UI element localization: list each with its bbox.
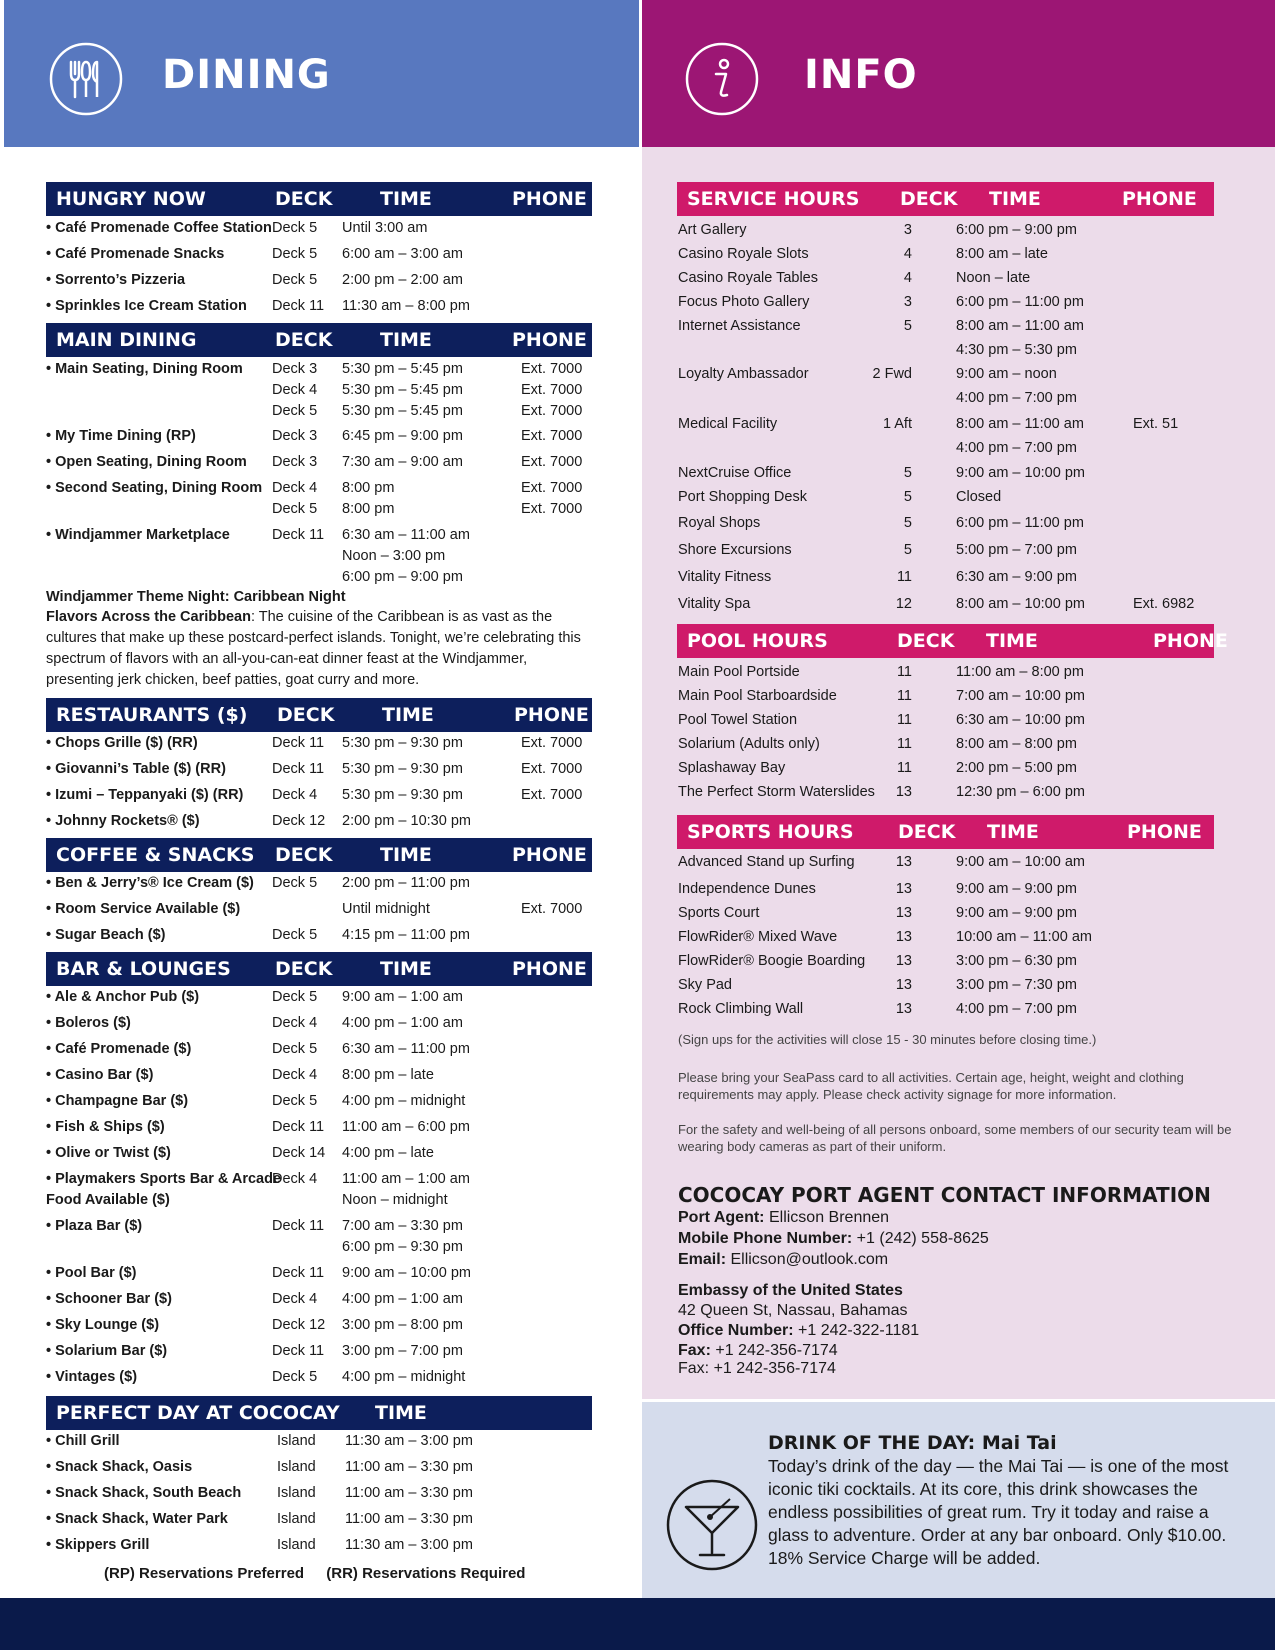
col-header: PHONE — [514, 704, 589, 726]
footer-bar — [0, 1598, 1275, 1650]
col-header: PHONE — [512, 329, 587, 351]
row-name: • Snack Shack, South Beach — [46, 1485, 242, 1501]
col-header: PERFECT DAY AT COCOCAY — [56, 1402, 340, 1424]
feature-description — [46, 607, 586, 691]
row-name: Food Available ($) — [46, 1192, 170, 1208]
signup-note: (Sign ups for the activities will close 15 - 30 minutes before closing time.) — [678, 1032, 1097, 1047]
row-time: 11:00 am – 1:00 am — [342, 1171, 470, 1187]
row-time: 4:00 pm – 1:00 am — [342, 1291, 463, 1307]
row-time: Noon – midnight — [342, 1192, 448, 1208]
row-phone: Ext. 7000 — [521, 480, 583, 496]
row-deck: 11 — [896, 736, 912, 752]
row-name: Internet Assistance — [678, 318, 801, 334]
row-name: • Vintages ($) — [46, 1369, 138, 1385]
col-header: POOL HOURS — [687, 630, 828, 652]
row-name: • Skippers Grill — [46, 1537, 150, 1553]
cocktail-glass-icon — [664, 1477, 760, 1573]
row-time: 4:00 pm – 7:00 pm — [956, 1001, 1077, 1017]
row-time: 4:00 pm – midnight — [342, 1093, 466, 1109]
table-header-pool — [677, 624, 1228, 658]
row-time: 11:00 am – 3:30 pm — [345, 1459, 473, 1475]
row-time: 4:00 pm – midnight — [342, 1369, 466, 1385]
row-deck: Deck 14 — [272, 1145, 326, 1161]
row-deck: 5 — [903, 318, 912, 334]
row-time: 5:30 pm – 5:45 pm — [342, 403, 463, 419]
row-time: 3:00 pm – 7:30 pm — [956, 977, 1077, 993]
col-header: DECK — [275, 188, 333, 210]
col-header: TIME — [380, 188, 432, 210]
row-name: • Café Promenade Snacks — [46, 246, 225, 262]
port-agent-label: Port Agent: — [678, 1209, 765, 1226]
row-name: • Sky Lounge ($) — [46, 1317, 160, 1333]
row-deck: Deck 4 — [272, 1015, 318, 1031]
row-time: 2:00 pm – 11:00 pm — [342, 875, 470, 891]
mobile-label: Mobile Phone Number: — [678, 1230, 853, 1247]
row-deck: Deck 5 — [272, 1041, 318, 1057]
row-name: • Snack Shack, Oasis — [46, 1459, 193, 1475]
row-deck: Deck 4 — [272, 382, 318, 398]
row-deck: 4 — [903, 270, 912, 286]
row-deck: Deck 3 — [272, 428, 318, 444]
office-number — [678, 1321, 919, 1341]
row-time: 9:00 am – noon — [956, 366, 1057, 382]
col-header: PHONE — [512, 958, 587, 980]
col-header: TIME — [987, 821, 1039, 843]
row-name: • Windjammer Marketplace — [46, 527, 230, 543]
row-time: 5:30 pm – 5:45 pm — [342, 382, 463, 398]
row-name: Loyalty Ambassador — [678, 366, 809, 382]
row-name: FlowRider® Mixed Wave — [678, 929, 838, 945]
row-time: 11:00 am – 6:00 pm — [342, 1119, 470, 1135]
row-time: 6:30 am – 10:00 pm — [956, 712, 1085, 728]
table-header-service — [677, 182, 1214, 216]
drink-description: Today’s drink of the day — the Mai Tai — is one of the most iconic tiki cocktails. At its core, this drink showcases the endless possibilities of great rum. Try it today and raise a glass to adventure. Order at any bar onboard. Only $10.00. 18% Service Charge will be added. — [768, 1456, 1229, 1568]
info-title: INFO — [804, 52, 918, 98]
seapass-note: Please bring your SeaPass card to all activities. Certain age, height, weight and clothing requirements may apply. Please check activity signage for more information. — [678, 1070, 1184, 1102]
row-time: 6:30 am – 11:00 pm — [342, 1041, 470, 1057]
office-value: +1 242-322-1181 — [793, 1322, 920, 1339]
row-phone: Ext. 7000 — [521, 735, 583, 751]
row-time: 3:00 pm – 7:00 pm — [342, 1343, 463, 1359]
row-name: FlowRider® Boogie Boarding — [678, 953, 866, 969]
row-phone: Ext. 7000 — [521, 901, 583, 917]
reservation-legend — [104, 1565, 543, 1582]
row-time: 8:00 pm — [342, 480, 395, 496]
row-time: 6:00 am – 3:00 am — [342, 246, 463, 262]
row-time: 6:30 am – 11:00 am — [342, 527, 470, 543]
col-header: DECK — [275, 329, 333, 351]
row-name: • Snack Shack, Water Park — [46, 1511, 228, 1527]
legend-rp: (RP) Reservations Preferred — [104, 1565, 305, 1582]
row-time: 8:00 pm — [342, 501, 395, 517]
row-time: Until midnight — [342, 901, 430, 917]
col-header: SPORTS HOURS — [687, 821, 854, 843]
row-deck: Deck 12 — [272, 1317, 326, 1333]
row-deck: Deck 5 — [272, 1093, 318, 1109]
row-deck: Deck 11 — [272, 527, 325, 543]
row-deck: Deck 4 — [272, 1291, 318, 1307]
row-time: 2:00 pm – 10:30 pm — [342, 813, 471, 829]
fax — [678, 1341, 838, 1361]
row-name: NextCruise Office — [678, 465, 792, 481]
row-deck: 11 — [896, 760, 912, 776]
row-deck: Island — [277, 1511, 316, 1527]
row-time: 5:30 pm – 9:30 pm — [342, 735, 463, 751]
row-time: 6:00 pm – 9:30 pm — [342, 1239, 463, 1255]
row-name: Medical Facility — [678, 416, 778, 432]
row-name: • Ale & Anchor Pub ($) — [46, 989, 200, 1005]
row-deck: 13 — [895, 953, 912, 969]
row-deck: Deck 5 — [272, 220, 318, 236]
row-deck: Island — [277, 1433, 316, 1449]
row-name: Sky Pad — [678, 977, 732, 993]
col-header: PHONE — [1153, 630, 1228, 652]
row-name: Splashaway Bay — [678, 760, 786, 776]
row-deck: 13 — [895, 905, 912, 921]
row-name: The Perfect Storm Waterslides — [678, 784, 875, 800]
drink-title: DRINK OF THE DAY: Mai Tai — [768, 1432, 1057, 1454]
row-name: Vitality Fitness — [678, 569, 772, 585]
row-deck: 13 — [895, 977, 912, 993]
table-header-coffee — [46, 838, 592, 872]
info-icon — [685, 42, 759, 116]
row-time: 4:00 pm – late — [342, 1145, 434, 1161]
col-header: TIME — [986, 630, 1038, 652]
office-label: Office Number: — [678, 1322, 794, 1339]
row-phone: Ext. 51 — [1133, 416, 1179, 432]
row-name: Art Gallery — [678, 222, 747, 238]
row-name: • Open Seating, Dining Room — [46, 454, 247, 470]
col-header: PHONE — [1122, 188, 1197, 210]
row-deck: 11 — [896, 664, 912, 680]
row-time: 6:00 pm – 9:00 pm — [342, 569, 463, 585]
theme-night: Windjammer Theme Night: Caribbean Night — [46, 589, 346, 605]
row-name: • Playmakers Sports Bar & Arcade — [46, 1171, 282, 1187]
col-header: DECK — [275, 844, 333, 866]
col-header: DECK — [897, 630, 955, 652]
row-name: Port Shopping Desk — [678, 489, 807, 505]
row-name: • Plaza Bar ($) — [46, 1218, 143, 1234]
row-time: 11:30 am – 3:00 pm — [345, 1537, 473, 1553]
row-time: 4:00 pm – 1:00 am — [342, 1015, 463, 1031]
row-deck: 13 — [895, 1001, 912, 1017]
row-name: Advanced Stand up Surfing — [678, 854, 855, 870]
row-time: 5:30 pm – 9:30 pm — [342, 787, 463, 803]
row-time: 4:00 pm – 7:00 pm — [956, 390, 1077, 406]
row-name: • Fish & Ships ($) — [46, 1119, 165, 1135]
row-deck: Deck 5 — [272, 989, 318, 1005]
row-time: 4:30 pm – 5:30 pm — [956, 342, 1077, 358]
col-header: DECK — [898, 821, 956, 843]
row-name: Solarium (Adults only) — [678, 736, 820, 752]
row-name: Shore Excursions — [678, 542, 792, 558]
row-phone: Ext. 6982 — [1133, 596, 1195, 612]
col-header: TIME — [380, 329, 432, 351]
row-deck: Deck 4 — [272, 787, 318, 803]
row-deck: 5 — [903, 489, 912, 505]
col-header: HUNGRY NOW — [56, 188, 206, 210]
row-time: 9:00 am – 10:00 pm — [342, 1265, 471, 1281]
table-header-restaurants — [46, 698, 592, 732]
row-deck: 11 — [896, 712, 912, 728]
feature-text: : The cuisine of the Caribbean is as vast as the cultures that make up these postcard-perfect islands. Tonight, we’re celebrating this spectrum of flavors with an all-you-can-eat dinner feast at the Windjammer, presenting jerk chicken, beef patties, goat curry and more. — [46, 609, 581, 688]
row-time: 6:00 pm – 11:00 pm — [956, 294, 1084, 310]
row-deck: Deck 3 — [272, 454, 318, 470]
email — [678, 1250, 888, 1270]
row-name: • Sorrento’s Pizzeria — [46, 272, 186, 288]
row-time: 6:00 pm – 11:00 pm — [956, 515, 1084, 531]
port-agent-value: Ellicson Brennen — [764, 1209, 890, 1226]
table-header-hungry-now — [46, 182, 592, 216]
row-time: 7:00 am – 10:00 pm — [956, 688, 1085, 704]
table-header-bars — [46, 952, 592, 986]
row-phone: Ext. 7000 — [521, 382, 583, 398]
row-name: • Solarium Bar ($) — [46, 1343, 168, 1359]
row-deck: Deck 4 — [272, 1171, 318, 1187]
row-time: 5:30 pm – 5:45 pm — [342, 361, 463, 377]
table-header-main-dining — [46, 323, 592, 357]
row-time: 8:00 pm – late — [342, 1067, 434, 1083]
row-deck: 3 — [903, 294, 912, 310]
row-deck: Deck 11 — [272, 1343, 325, 1359]
row-time: 11:30 am – 8:00 pm — [342, 298, 470, 314]
row-deck: 13 — [895, 854, 912, 870]
row-deck: Deck 4 — [272, 1067, 318, 1083]
row-name: • Pool Bar ($) — [46, 1265, 137, 1281]
row-time: Until 3:00 am — [342, 220, 428, 236]
row-name: • Room Service Available ($) — [46, 901, 241, 917]
table-header-perfect-day — [46, 1396, 592, 1430]
row-time: 6:45 pm – 9:00 pm — [342, 428, 463, 444]
row-name: Pool Towel Station — [678, 712, 798, 728]
col-header: PHONE — [512, 188, 587, 210]
col-header: TIME — [380, 844, 432, 866]
col-header: PHONE — [512, 844, 587, 866]
row-time: Noon – 3:00 pm — [342, 548, 446, 564]
row-time: 11:00 am – 3:30 pm — [345, 1485, 473, 1501]
row-time: 4:00 pm – 7:00 pm — [956, 440, 1077, 456]
row-phone: Ext. 7000 — [521, 761, 583, 777]
row-phone: Ext. 7000 — [521, 403, 583, 419]
row-name: Casino Royale Tables — [678, 270, 818, 286]
row-time: 9:00 am – 10:00 pm — [956, 465, 1085, 481]
row-deck: Deck 11 — [272, 1119, 325, 1135]
table-header-sports — [677, 815, 1214, 849]
legend-rr: (RR) Reservations Required — [326, 1565, 526, 1582]
row-name: • My Time Dining (RP) — [46, 428, 196, 444]
row-phone: Ext. 7000 — [521, 501, 583, 517]
row-deck: Deck 12 — [272, 813, 326, 829]
row-deck: Deck 3 — [272, 361, 318, 377]
row-deck: Deck 11 — [272, 1265, 325, 1281]
row-time: 5:30 pm – 9:30 pm — [342, 761, 463, 777]
row-name: • Main Seating, Dining Room — [46, 361, 243, 377]
col-header: COFFEE & SNACKS — [56, 844, 255, 866]
col-header: TIME — [380, 958, 432, 980]
row-deck: 13 — [895, 881, 912, 897]
row-deck: 5 — [903, 542, 912, 558]
row-deck: 12 — [895, 596, 912, 612]
row-name: • Café Promenade ($) — [46, 1041, 192, 1057]
row-deck: Deck 5 — [272, 1369, 318, 1385]
row-deck: 11 — [896, 569, 912, 585]
contact-title: COCOCAY PORT AGENT CONTACT INFORMATION — [678, 1183, 1211, 1207]
row-phone: Ext. 7000 — [521, 428, 583, 444]
row-deck: Deck 11 — [272, 1218, 325, 1234]
row-deck: 11 — [896, 688, 912, 704]
row-name: • Schooner Bar ($) — [46, 1291, 172, 1307]
row-time: 6:00 pm – 9:00 pm — [956, 222, 1077, 238]
row-name: • Café Promenade Coffee Station — [46, 220, 272, 236]
col-header: DECK — [275, 958, 333, 980]
utensils-icon — [49, 42, 123, 116]
row-deck: Deck 11 — [272, 735, 325, 751]
row-time: 8:00 am – 10:00 pm — [956, 596, 1085, 612]
row-name: Focus Photo Gallery — [678, 294, 810, 310]
fax-value: +1 242-356-7174 — [710, 1342, 838, 1359]
row-deck: 4 — [903, 246, 912, 262]
row-deck: 5 — [903, 515, 912, 531]
row-time: 2:00 pm – 5:00 pm — [956, 760, 1077, 776]
row-name: • Sprinkles Ice Cream Station — [46, 298, 247, 314]
col-header: SERVICE HOURS — [687, 188, 860, 210]
row-name: • Champagne Bar ($) — [46, 1093, 189, 1109]
row-name: Sports Court — [678, 905, 760, 921]
email-value[interactable]: Ellicson@outlook.com — [726, 1251, 889, 1268]
row-time: 3:00 pm – 8:00 pm — [342, 1317, 463, 1333]
row-time: 9:00 am – 10:00 am — [956, 854, 1085, 870]
row-time: 8:00 am – 11:00 am — [956, 416, 1084, 432]
row-deck: Deck 11 — [272, 761, 325, 777]
col-header: TIME — [382, 704, 434, 726]
col-header: PHONE — [1127, 821, 1202, 843]
row-time: 6:30 am – 9:00 pm — [956, 569, 1077, 585]
row-deck: 3 — [903, 222, 912, 238]
row-deck: Deck 4 — [272, 480, 318, 496]
col-header: TIME — [375, 1402, 427, 1424]
row-name: • Boleros ($) — [46, 1015, 131, 1031]
row-phone: Ext. 7000 — [521, 361, 583, 377]
row-time: 3:00 pm – 6:30 pm — [956, 953, 1077, 969]
row-time: 8:00 am – 11:00 am — [956, 318, 1084, 334]
row-time: Noon – late — [956, 270, 1031, 286]
email-label: Email: — [678, 1251, 727, 1268]
row-phone: Ext. 7000 — [521, 787, 583, 803]
mobile-value: +1 (242) 558-8625 — [852, 1230, 989, 1247]
embassy-address: 42 Queen St, Nassau, Bahamas — [678, 1302, 908, 1319]
row-name: • Johnny Rockets® ($) — [46, 813, 200, 829]
row-name: Main Pool Portside — [678, 664, 800, 680]
row-deck: Island — [277, 1537, 316, 1553]
row-time: 7:00 am – 3:30 pm — [342, 1218, 463, 1234]
row-name: • Olive or Twist ($) — [46, 1145, 171, 1161]
row-deck: Deck 5 — [272, 246, 318, 262]
row-time: 8:00 am – late — [956, 246, 1048, 262]
dining-title: DINING — [162, 52, 331, 98]
row-name: • Giovanni’s Table ($) (RR) — [46, 761, 226, 777]
mobile-phone — [678, 1229, 989, 1249]
row-deck: Deck 5 — [272, 272, 318, 288]
row-time: 12:30 pm – 6:00 pm — [956, 784, 1085, 800]
port-agent — [678, 1208, 889, 1228]
row-name: Independence Dunes — [678, 881, 816, 897]
col-header: DECK — [900, 188, 958, 210]
row-name: • Second Seating, Dining Room — [46, 480, 263, 496]
row-name: Vitality Spa — [678, 596, 751, 612]
row-time: 11:30 am – 3:00 pm — [345, 1433, 473, 1449]
row-name: • Chops Grille ($) (RR) — [46, 735, 198, 751]
row-time: 9:00 am – 1:00 am — [342, 989, 463, 1005]
row-time: 8:00 am – 8:00 pm — [956, 736, 1077, 752]
col-header: RESTAURANTS ($) — [56, 704, 248, 726]
row-time: 2:00 pm – 2:00 am — [342, 272, 463, 288]
row-name: Casino Royale Slots — [678, 246, 809, 262]
row-time: 9:00 am – 9:00 pm — [956, 881, 1077, 897]
row-name: Rock Climbing Wall — [678, 1001, 804, 1017]
row-time: 11:00 am – 3:30 pm — [345, 1511, 473, 1527]
embassy-title: Embassy of the United States — [678, 1282, 903, 1299]
row-name: • Chill Grill — [46, 1433, 120, 1449]
row-deck: 2 Fwd — [872, 366, 912, 382]
row-deck: 13 — [895, 784, 912, 800]
row-deck: 5 — [903, 465, 912, 481]
row-deck: Deck 11 — [272, 298, 325, 314]
row-time: 11:00 am – 8:00 pm — [956, 664, 1084, 680]
row-deck: Deck 5 — [272, 927, 318, 943]
fax-label: Fax: — [678, 1342, 711, 1359]
row-deck: Deck 5 — [272, 501, 318, 517]
col-header: BAR & LOUNGES — [56, 958, 231, 980]
row-time: 9:00 am – 9:00 pm — [956, 905, 1077, 921]
row-time: 5:00 pm – 7:00 pm — [956, 542, 1077, 558]
fax-line-2: Fax: +1 242-356-7174 — [678, 1360, 836, 1377]
row-time: 4:15 pm – 11:00 pm — [342, 927, 470, 943]
security-note: For the safety and well-being of all persons onboard, some members of our security team will be wearing body cameras as part of their uniform. — [678, 1122, 1232, 1154]
row-time: 7:30 am – 9:00 am — [342, 454, 463, 470]
row-deck: Deck 5 — [272, 875, 318, 891]
row-name: Main Pool Starboardside — [678, 688, 837, 704]
row-name: • Casino Bar ($) — [46, 1067, 154, 1083]
row-name: • Izumi – Teppanyaki ($) (RR) — [46, 787, 244, 803]
row-time: 10:00 am – 11:00 am — [956, 929, 1092, 945]
feature-title: Flavors Across the Caribbean — [46, 609, 251, 625]
row-deck: Deck 5 — [272, 403, 318, 419]
row-name: Royal Shops — [678, 515, 761, 531]
col-header: DECK — [277, 704, 335, 726]
col-header: TIME — [989, 188, 1041, 210]
row-deck: Island — [277, 1459, 316, 1475]
col-header: MAIN DINING — [56, 329, 197, 351]
row-name: • Ben & Jerry’s® Ice Cream ($) — [46, 875, 254, 891]
row-phone: Ext. 7000 — [521, 454, 583, 470]
row-deck: Island — [277, 1485, 316, 1501]
row-name: • Sugar Beach ($) — [46, 927, 166, 943]
row-deck: 1 Aft — [882, 416, 912, 432]
row-deck: 13 — [895, 929, 912, 945]
row-time: Closed — [956, 489, 1002, 505]
